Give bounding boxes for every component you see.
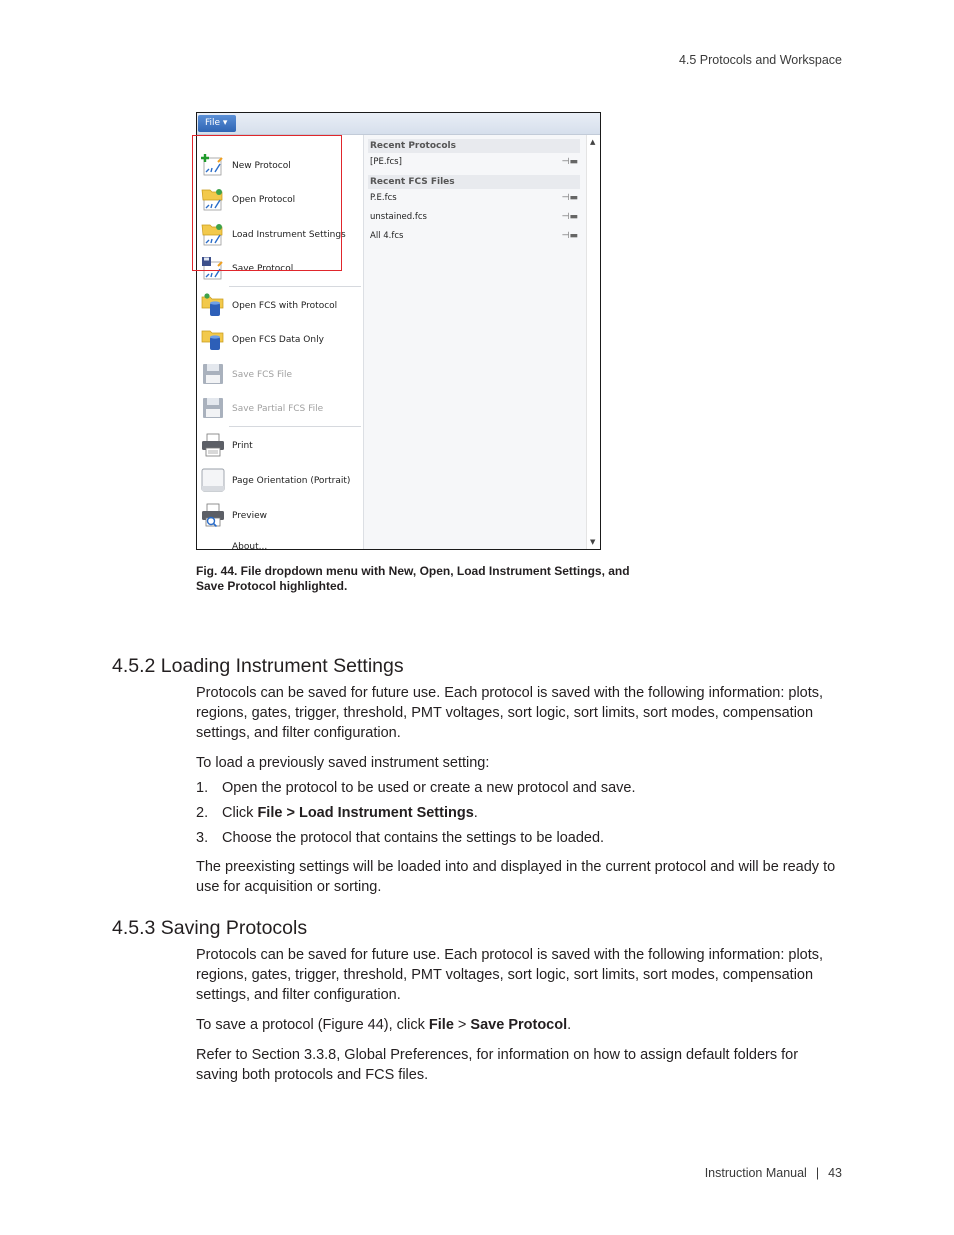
paragraph bbox=[196, 1015, 836, 1035]
paragraph: Protocols can be saved for future use. Each protocol is saved with the following information: plots, regions, gates, trigger, threshold, PMT voltages, sort logic, sort limits, sort modes, compensation settings, and filter configuration. bbox=[196, 947, 824, 1003]
recent-fcs-heading: Recent FCS Files bbox=[368, 175, 580, 189]
menu-item-label: Open FCS with Protocol bbox=[232, 301, 338, 311]
menu-item-label: Preview bbox=[232, 511, 268, 521]
list-text: . bbox=[473, 805, 478, 821]
footer-title: Instruction Manual bbox=[704, 1166, 807, 1180]
scroll-up-arrow-icon[interactable]: ▲ bbox=[590, 138, 596, 146]
menu-item-label: New Protocol bbox=[232, 161, 291, 171]
menu-item-label: Load Instrument Settings bbox=[232, 230, 346, 240]
menu-item-label: Open FCS Data Only bbox=[232, 335, 324, 345]
menu-item-label: Save FCS File bbox=[232, 370, 293, 380]
list-item bbox=[196, 803, 478, 823]
scrollbar[interactable] bbox=[586, 135, 601, 549]
menu-item-label: Print bbox=[232, 441, 253, 451]
open-fcs-protocol-icon bbox=[201, 293, 225, 317]
recent-fcs-label: P.E.fcs bbox=[370, 193, 397, 203]
page-footer bbox=[705, 1166, 842, 1180]
menu-item-preview[interactable] bbox=[197, 501, 363, 531]
menu-divider bbox=[229, 286, 361, 287]
page-number: 43 bbox=[828, 1166, 842, 1180]
menu-item-open-fcs-data-only[interactable] bbox=[197, 325, 363, 355]
menu-path: File > Load Instrument Settings bbox=[257, 805, 474, 821]
running-header: 4.5 Protocols and Workspace bbox=[678, 53, 842, 67]
list-number: 3. bbox=[196, 830, 209, 846]
list-number: 1. bbox=[196, 780, 209, 796]
list-item bbox=[196, 828, 604, 848]
list-text: Open the protocol to be used or create a new protocol and save. bbox=[222, 780, 636, 796]
scroll-down-arrow-icon[interactable]: ▼ bbox=[590, 538, 596, 546]
recent-fcs-label: unstained.fcs bbox=[370, 212, 427, 222]
list-number: 2. bbox=[196, 805, 209, 821]
menu-path: File bbox=[428, 1017, 454, 1033]
list-text: Click bbox=[222, 805, 258, 821]
recent-protocol-label: [PE.fcs] bbox=[370, 157, 402, 167]
paragraph: Refer to Section 3.3.8, Global Preferences, for information on how to assign default folders for saving both protocols and FCS files. bbox=[196, 1047, 799, 1083]
save-partial-fcs-icon bbox=[201, 396, 225, 420]
list-text: Choose the protocol that contains the settings to be loaded. bbox=[222, 830, 605, 846]
text-span: To save a protocol (Figure 44), click bbox=[196, 1017, 429, 1033]
open-fcs-data-icon bbox=[201, 327, 225, 351]
paragraph: The preexisting settings will be loaded into and displayed in the current protocol and will be ready to use for acquisition or sorting. bbox=[196, 859, 836, 895]
menu-item-label: Page Orientation (Portrait) bbox=[232, 476, 351, 486]
menu-item-save-partial-fcs-file[interactable] bbox=[197, 394, 363, 424]
pin-icon[interactable]: ⊣▬ bbox=[561, 231, 578, 241]
highlight-box bbox=[192, 135, 342, 271]
menu-item-label: Open Protocol bbox=[232, 195, 296, 205]
text-span: . bbox=[567, 1017, 572, 1033]
menu-item-open-fcs-with-protocol[interactable] bbox=[197, 291, 363, 321]
pin-icon[interactable]: ⊣▬ bbox=[561, 193, 578, 203]
menu-item-label: About... bbox=[232, 542, 268, 550]
menu-item-label: Save Protocol bbox=[232, 264, 294, 274]
recent-protocols-heading: Recent Protocols bbox=[368, 139, 580, 153]
save-fcs-icon bbox=[201, 362, 225, 386]
preview-icon bbox=[201, 503, 225, 527]
menu-item-page-orientation[interactable] bbox=[197, 466, 363, 496]
page-icon bbox=[201, 468, 225, 492]
recent-fcs-item[interactable] bbox=[370, 228, 580, 244]
list-item bbox=[196, 778, 636, 798]
text-span: > bbox=[453, 1017, 471, 1033]
section-heading-4-5-3: 4.5.3 Saving Protocols bbox=[112, 917, 308, 939]
menu-item-about[interactable] bbox=[197, 532, 363, 550]
menu-item-save-fcs-file[interactable] bbox=[197, 360, 363, 390]
recent-files-pane bbox=[364, 135, 586, 549]
pin-icon[interactable]: ⊣▬ bbox=[561, 157, 578, 167]
menu-item-label: Save Partial FCS File bbox=[232, 404, 324, 414]
printer-icon bbox=[201, 433, 225, 457]
recent-protocol-item[interactable] bbox=[370, 154, 580, 170]
menu-item-print[interactable] bbox=[197, 431, 363, 461]
section-heading-4-5-2: 4.5.2 Loading Instrument Settings bbox=[112, 655, 404, 677]
menu-divider bbox=[229, 426, 361, 427]
file-menu-button[interactable]: File ▾ bbox=[198, 115, 236, 132]
menu-path: Save Protocol bbox=[470, 1017, 568, 1033]
paragraph: To load a previously saved instrument setting: bbox=[196, 755, 490, 771]
paragraph: Protocols can be saved for future use. Each protocol is saved with the following information: plots, regions, gates, trigger, threshold, PMT voltages, sort logic, sort limits, sort modes, compensation settings, and filter configuration. bbox=[196, 685, 824, 741]
ribbon-bar bbox=[197, 113, 600, 135]
recent-fcs-item[interactable] bbox=[370, 209, 580, 225]
recent-fcs-label: All 4.fcs bbox=[370, 231, 404, 241]
pin-icon[interactable]: ⊣▬ bbox=[561, 212, 578, 222]
figure-caption: Fig. 44. File dropdown menu with New, Open, Load Instrument Settings, and Save Protocol highlighted. bbox=[196, 564, 630, 593]
recent-fcs-item[interactable] bbox=[370, 190, 580, 206]
footer-separator: | bbox=[815, 1166, 820, 1180]
